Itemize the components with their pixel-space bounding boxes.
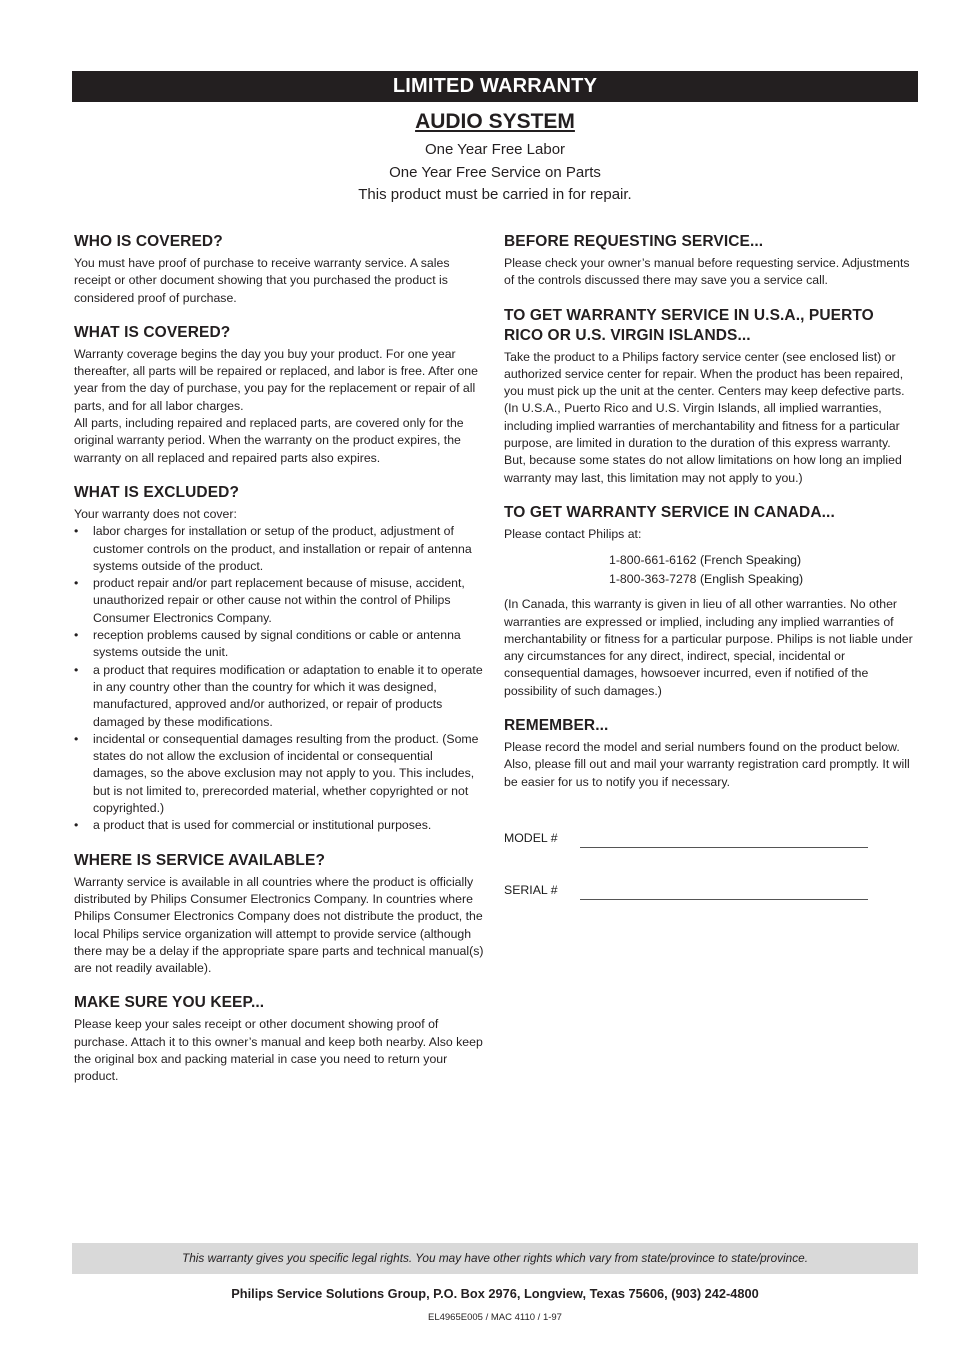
list-item: • labor charges for installation or setup of the product, adjustment of customer controls on the product, and installation or repair of antenna systems outside of the product. — [74, 523, 486, 575]
section-text: You must have proof of purchase to receive warranty service. A sales receipt or other document showing that you purchased the product is considered proof of purchase. — [74, 256, 450, 305]
section-heading: MAKE SURE YOU KEEP... — [74, 994, 265, 1012]
section-text: (In Canada, this warranty is given in lieu of all other warranties. No other warranties are expressed or implied, including any implied warranties of merchantability or fitness for a particular purpose. Philips is not liable under any circumstances for any direct, indirect, special, incidental or consequential damages, howsoever incurred, even if notified of the possibility of such damages.) — [504, 597, 913, 698]
model-number-field[interactable] — [580, 847, 868, 848]
phone-number: 1-800-363-7278 — [609, 571, 697, 586]
serial-label: SERIAL # — [504, 882, 558, 897]
section-heading: REMEMBER... — [504, 717, 609, 735]
page-title: LIMITED WARRANTY — [392, 75, 598, 97]
left-column — [74, 232, 486, 1102]
document-code: EL4965E005 / MAC 4110 / 1-97 — [428, 1312, 562, 1323]
summary-line: One Year Free Labor — [424, 141, 566, 158]
exclusion-list — [74, 523, 486, 834]
section-heading: BEFORE REQUESTING SERVICE... — [504, 233, 764, 250]
legal-rights-bar — [72, 1243, 918, 1274]
section-text: Please record the model and serial numbers found on the product below. Also, please fill out and mail your warranty registration card promptly. It will be easier for us to notify you if necessary. — [504, 740, 910, 789]
section-remember — [504, 716, 914, 791]
phone-entry — [609, 570, 914, 589]
phone-list — [609, 551, 914, 588]
section-text: All parts, including repaired and replaced parts, are covered only for the original warranty period. When the warranty on the product expires, the warranty on all replaced and repaired parts also expires. — [74, 416, 464, 465]
phone-entry — [609, 551, 914, 570]
serial-number-row — [504, 883, 914, 935]
section-what-is-excluded — [74, 483, 486, 835]
section-canada-service — [504, 503, 914, 700]
product-subtitle: AUDIO SYSTEM — [415, 110, 575, 133]
section-heading: TO GET WARRANTY SERVICE IN U.S.A., PUERTO RICO OR U.S. VIRGIN ISLANDS... — [504, 306, 874, 344]
section-before-requesting — [504, 232, 914, 290]
list-item: • incidental or consequential damages resulting from the product. (Some states do not allow the exclusion of incidental or consequential damages, so the above exclusion may not apply to you. This includes, but is not limited to, prerecorded material, whether copyrighted or not copyrighted.) — [74, 731, 486, 817]
list-item: • a product that is used for commercial or institutional purposes. — [74, 817, 486, 834]
legal-rights-text: This warranty gives you specific legal rights. You may have other rights which vary from state/province to state/province. — [182, 1251, 808, 1265]
summary-line: One Year Free Service on Parts — [389, 163, 601, 181]
list-item: • reception problems caused by signal conditions or cable or antenna systems outside the unit. — [74, 627, 486, 662]
list-item: • product repair and/or part replacement because of misuse, accident, unauthorized repair or other cause not within the control of Philips Consumer Electronics Company. — [74, 575, 486, 627]
section-text: Take the product to a Philips factory service center (see enclosed list) or authorized service center for repair. When the product has been repaired, you must pick up the unit at the center. Centers may keep defective parts. (In U.S.A., Puerto Rico and U.S. Virgin Islands, all implied warranties, including implied warranties of merchantability and fitness for a particular purpose, are limited in duration to the duration of this express warranty. But, because some states do not allow limitations on how long an implied warranty may last, this limitation may not apply to you.) — [504, 349, 905, 485]
list-item: • a product that requires modification or adaptation to enable it to operate in any country other than the country for which it was designed, manufactured, approved and/or authorized, or repair of products damaged by these modifications. — [74, 662, 486, 731]
section-what-is-covered — [74, 323, 486, 467]
section-heading: WHO IS COVERED? — [74, 233, 223, 250]
model-label: MODEL # — [504, 830, 558, 845]
phone-number: 1-800-661-6162 — [609, 553, 697, 568]
section-text: Please keep your sales receipt or other document showing proof of purchase. Attach it to this owner’s manual and keep both nearby. Also keep the original box and packing material in case you need to return your product. — [74, 1017, 483, 1084]
section-heading: WHERE IS SERVICE AVAILABLE? — [74, 851, 326, 869]
serial-number-field[interactable] — [580, 899, 868, 900]
section-text: Your warranty does not cover: — [74, 506, 237, 521]
section-where-is-service — [74, 851, 486, 978]
phone-note: (French Speaking) — [699, 553, 802, 568]
section-make-sure-you-keep — [74, 993, 486, 1085]
service-address: Philips Service Solutions Group, P.O. Box 2976, Longview, Texas 75606, (903) 242-4800 — [231, 1286, 759, 1301]
section-who-is-covered — [74, 232, 486, 307]
section-text: Warranty service is available in all countries where the product is officially distributed by Philips Consumer Electronics Company. In countries where Philips Consumer Electronics Company does not distribute the product, the local Philips service organization will attempt to provide service (although there may be a delay if the appropriate spare parts and technical manual(s) are not readily available). — [74, 874, 484, 976]
warranty-summary — [0, 139, 954, 207]
section-text: Please check your owner’s manual before requesting service. Adjustments of the controls discussed there may save you a service call. — [504, 256, 910, 288]
section-heading: TO GET WARRANTY SERVICE IN CANADA... — [504, 503, 835, 521]
right-column — [504, 232, 914, 935]
section-heading: WHAT IS EXCLUDED? — [74, 483, 240, 501]
phone-note: (English Speaking) — [699, 571, 804, 586]
section-text: Please contact Philips at: — [504, 526, 642, 541]
model-number-row — [504, 831, 914, 883]
page-title-banner — [72, 71, 918, 102]
section-heading: WHAT IS COVERED? — [74, 323, 231, 341]
summary-line: This product must be carried in for repair. — [358, 186, 632, 203]
section-text: Warranty coverage begins the day you buy your product. For one year thereafter, all parts will be repaired or replaced, and labor is free. After one year from the day of purchase, you pay for the replacement or repair of all parts, and for all labor charges. — [74, 346, 478, 413]
section-usa-service — [504, 306, 914, 487]
